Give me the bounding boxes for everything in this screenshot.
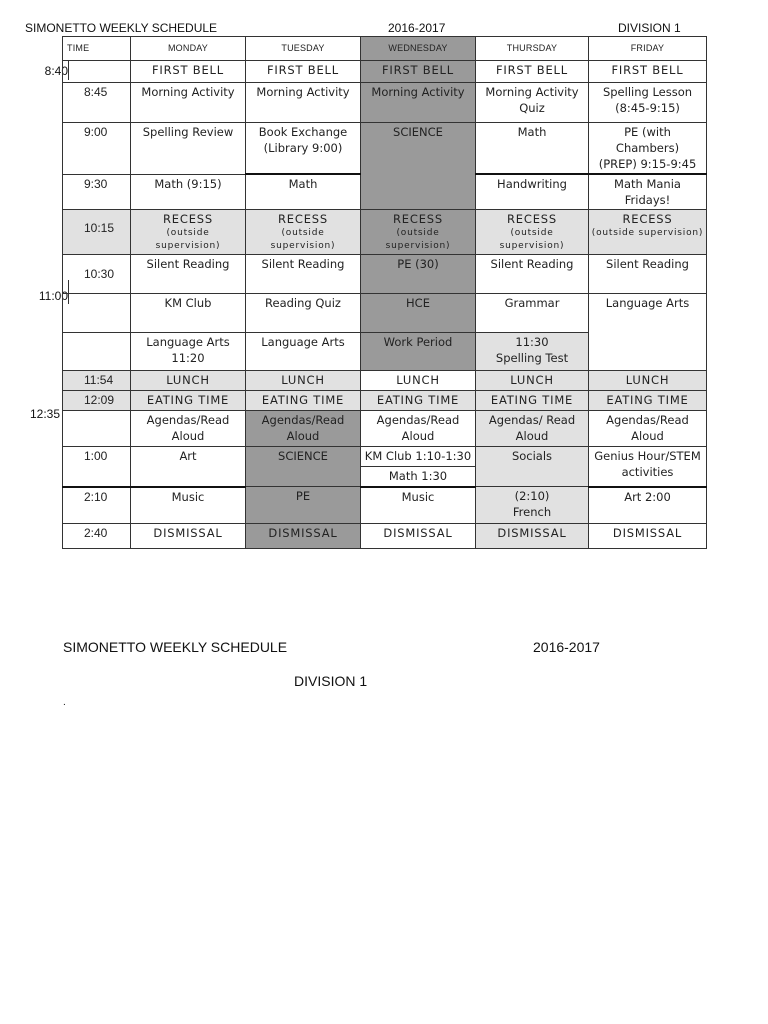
cell-wed-0845: Morning Activity xyxy=(361,83,476,123)
time-cell xyxy=(63,294,131,333)
cell-wed-1410: Music xyxy=(361,487,476,524)
row-1100 xyxy=(63,294,707,333)
cell-line: Agendas/Read xyxy=(606,413,689,427)
header-row xyxy=(63,37,707,61)
cell-line: (Library 9:00) xyxy=(263,141,343,155)
time-cell: 2:10 xyxy=(63,487,131,524)
cell-fri-first-bell: FIRST BELL xyxy=(589,61,707,83)
row-0900 xyxy=(63,123,707,175)
row-1015-recess xyxy=(63,210,707,255)
row-first-bell xyxy=(63,61,707,83)
recess-note: (outside supervision) xyxy=(155,228,221,251)
recess-label: RECESS xyxy=(622,212,673,226)
cell-wed-1330: Math 1:30 xyxy=(361,467,476,487)
recess-note: (outside supervision) xyxy=(385,228,451,251)
row-1235 xyxy=(63,411,707,447)
cell-wed-eating: EATING TIME xyxy=(361,391,476,411)
cell-mon-1120 xyxy=(131,333,246,371)
cell-line: Genius Hour/STEM xyxy=(594,449,701,463)
cell-thu-0900: Math xyxy=(476,123,589,175)
header-friday: FRIDAY xyxy=(589,37,707,61)
bottom-school-year: 2016-2017 xyxy=(533,639,600,655)
cell-wed-1100: HCE xyxy=(361,294,476,333)
cell-wed-0900: SCIENCE xyxy=(361,123,476,210)
cell-tue-0900 xyxy=(246,123,361,175)
time-cell: 9:00 xyxy=(63,123,131,175)
cell-thu-lunch: LUNCH xyxy=(476,371,589,391)
cell-line: Agendas/Read xyxy=(376,413,460,427)
recess-label: RECESS xyxy=(278,212,328,226)
header-wednesday: WEDNESDAY xyxy=(361,37,476,61)
cell-fri-1235 xyxy=(589,411,707,447)
cell-mon-0845: Morning Activity xyxy=(131,83,246,123)
cell-fri-1100: Language Arts xyxy=(589,294,707,371)
cell-wed-1120: Work Period xyxy=(361,333,476,371)
recess-note: (outside supervision) xyxy=(270,228,336,251)
cell-line: Spelling Lesson xyxy=(602,85,693,99)
cell-wed-lunch: LUNCH xyxy=(361,371,476,391)
cell-thu-1410 xyxy=(476,487,589,524)
weekly-schedule-table xyxy=(62,36,707,549)
division-label: DIVISION 1 xyxy=(618,21,681,35)
cell-wed-dismissal: DISMISSAL xyxy=(361,524,476,549)
cell-mon-1100: KM Club xyxy=(131,294,246,333)
cell-mon-1300: Art xyxy=(131,447,246,487)
cell-mon-1410: Music xyxy=(131,487,246,524)
cell-tue-recess xyxy=(246,210,361,255)
bottom-schedule-title: SIMONETTO WEEKLY SCHEDULE xyxy=(63,639,288,655)
row-1410 xyxy=(63,487,707,524)
cell-line: (PREP) 9:15-9:45 xyxy=(598,157,697,171)
recess-label: RECESS xyxy=(507,212,557,226)
cell-line: French xyxy=(512,505,552,519)
cell-tue-1300: SCIENCE xyxy=(246,447,361,487)
cell-wed-1235 xyxy=(361,411,476,447)
cell-fri-1300 xyxy=(589,447,707,487)
cell-mon-1235 xyxy=(131,411,246,447)
header-time: TIME xyxy=(63,37,131,61)
cell-wed-first-bell: FIRST BELL xyxy=(361,61,476,83)
cell-line: 11:30 xyxy=(515,335,549,349)
cell-mon-lunch: LUNCH xyxy=(131,371,246,391)
cell-thu-0845 xyxy=(476,83,589,123)
cell-fri-dismissal: DISMISSAL xyxy=(589,524,707,549)
school-year: 2016-2017 xyxy=(388,21,446,35)
cell-wed-1030: PE (30) xyxy=(361,255,476,294)
schedule-title: SIMONETTO WEEKLY SCHEDULE xyxy=(25,21,218,35)
recess-note: (outside supervision) xyxy=(499,228,565,251)
cell-line: PE (with Chambers) xyxy=(615,125,680,155)
cell-mon-0930: Math (9:15) xyxy=(131,174,246,210)
row-1154-lunch xyxy=(63,371,707,391)
time-cell: 1:00 xyxy=(63,447,131,487)
cell-tue-lunch: LUNCH xyxy=(246,371,361,391)
cell-thu-1300: Socials xyxy=(476,447,589,487)
time-cell: 11:54 xyxy=(63,371,131,391)
cell-thu-1235 xyxy=(476,411,589,447)
margin-time-0840: 8:40 xyxy=(44,64,68,78)
cell-line: Aloud xyxy=(286,429,320,443)
cell-line: Agendas/Read xyxy=(146,413,230,427)
cell-line: Spelling Test xyxy=(495,351,569,365)
margin-time-1235: 12:35 xyxy=(29,407,60,421)
cell-thu-0930: Handwriting xyxy=(476,174,589,210)
cell-thu-1030: Silent Reading xyxy=(476,255,589,294)
header-monday: MONDAY xyxy=(131,37,246,61)
cell-tue-1235 xyxy=(246,411,361,447)
time-cell xyxy=(63,411,131,447)
cell-thu-first-bell: FIRST BELL xyxy=(476,61,589,83)
cell-tue-1030: Silent Reading xyxy=(246,255,361,294)
cell-wed-1300a: KM Club 1:10-1:30 xyxy=(361,447,476,467)
cell-line: Agendas/ Read xyxy=(488,413,576,427)
cell-fri-eating: EATING TIME xyxy=(589,391,707,411)
cell-tue-1410: PE xyxy=(246,487,361,524)
row-1300 xyxy=(63,447,707,467)
cell-fri-0930 xyxy=(589,174,707,210)
recess-label: RECESS xyxy=(393,212,443,226)
time-cell xyxy=(63,61,131,83)
recess-label: RECESS xyxy=(163,212,213,226)
cell-thu-recess xyxy=(476,210,589,255)
time-cell: 10:15 xyxy=(63,210,131,255)
margin-time-1100: 11:00 xyxy=(38,289,68,303)
cell-line: Aloud xyxy=(401,429,435,443)
time-cell: 12:09 xyxy=(63,391,131,411)
bottom-division-label: DIVISION 1 xyxy=(294,673,368,689)
cell-line: (2:10) xyxy=(514,489,550,503)
cell-fri-0900 xyxy=(589,123,707,175)
cell-mon-dismissal: DISMISSAL xyxy=(131,524,246,549)
cell-tue-1100: Reading Quiz xyxy=(246,294,361,333)
time-cell xyxy=(63,333,131,371)
time-cell: 9:30 xyxy=(63,174,131,210)
cell-thu-dismissal: DISMISSAL xyxy=(476,524,589,549)
cell-fri-1030: Silent Reading xyxy=(589,255,707,294)
time-cell: 8:45 xyxy=(63,83,131,123)
time-cell: 10:30 xyxy=(63,255,131,294)
cell-fri-recess xyxy=(589,210,707,255)
cell-line: Quiz xyxy=(519,101,545,115)
cell-fri-0845 xyxy=(589,83,707,123)
cell-mon-eating: EATING TIME xyxy=(131,391,246,411)
cell-tue-0845: Morning Activity xyxy=(246,83,361,123)
recess-note: (outside supervision) xyxy=(591,228,704,238)
cell-line: Morning Activity xyxy=(485,85,579,99)
cell-mon-0900: Spelling Review xyxy=(131,123,246,175)
cell-thu-1100: Grammar xyxy=(476,294,589,333)
cell-fri-lunch: LUNCH xyxy=(589,371,707,391)
cell-line: Aloud xyxy=(515,429,549,443)
cell-thu-eating: EATING TIME xyxy=(476,391,589,411)
cell-wed-recess xyxy=(361,210,476,255)
cell-line: (8:45-9:15) xyxy=(615,101,680,115)
row-1209-eating xyxy=(63,391,707,411)
cell-tue-0930: Math xyxy=(246,174,361,210)
cell-line: Language Arts xyxy=(146,335,230,349)
cell-tue-eating: EATING TIME xyxy=(246,391,361,411)
row-1030 xyxy=(63,255,707,294)
cell-mon-first-bell: FIRST BELL xyxy=(131,61,246,83)
cell-tue-first-bell: FIRST BELL xyxy=(246,61,361,83)
cell-tue-1120: Language Arts xyxy=(246,333,361,371)
stray-mark: . xyxy=(63,697,66,708)
row-0845 xyxy=(63,83,707,123)
cell-thu-1120 xyxy=(476,333,589,371)
cell-line: Aloud xyxy=(171,429,205,443)
cell-fri-1410: Art 2:00 xyxy=(589,487,707,524)
row-1440-dismissal xyxy=(63,524,707,549)
cell-tue-dismissal: DISMISSAL xyxy=(246,524,361,549)
cell-line: activities xyxy=(621,465,674,479)
cell-line: 11:20 xyxy=(171,351,205,365)
cell-line: Math Mania xyxy=(614,177,681,191)
header-tuesday: TUESDAY xyxy=(246,37,361,61)
cell-mon-recess xyxy=(131,210,246,255)
header-thursday: THURSDAY xyxy=(476,37,589,61)
cell-line: Aloud xyxy=(631,429,664,443)
cell-mon-1030: Silent Reading xyxy=(131,255,246,294)
time-cell: 2:40 xyxy=(63,524,131,549)
cell-line: Agendas/Read xyxy=(261,413,345,427)
cell-line: Fridays! xyxy=(624,193,671,207)
cell-line: Book Exchange xyxy=(258,125,348,139)
